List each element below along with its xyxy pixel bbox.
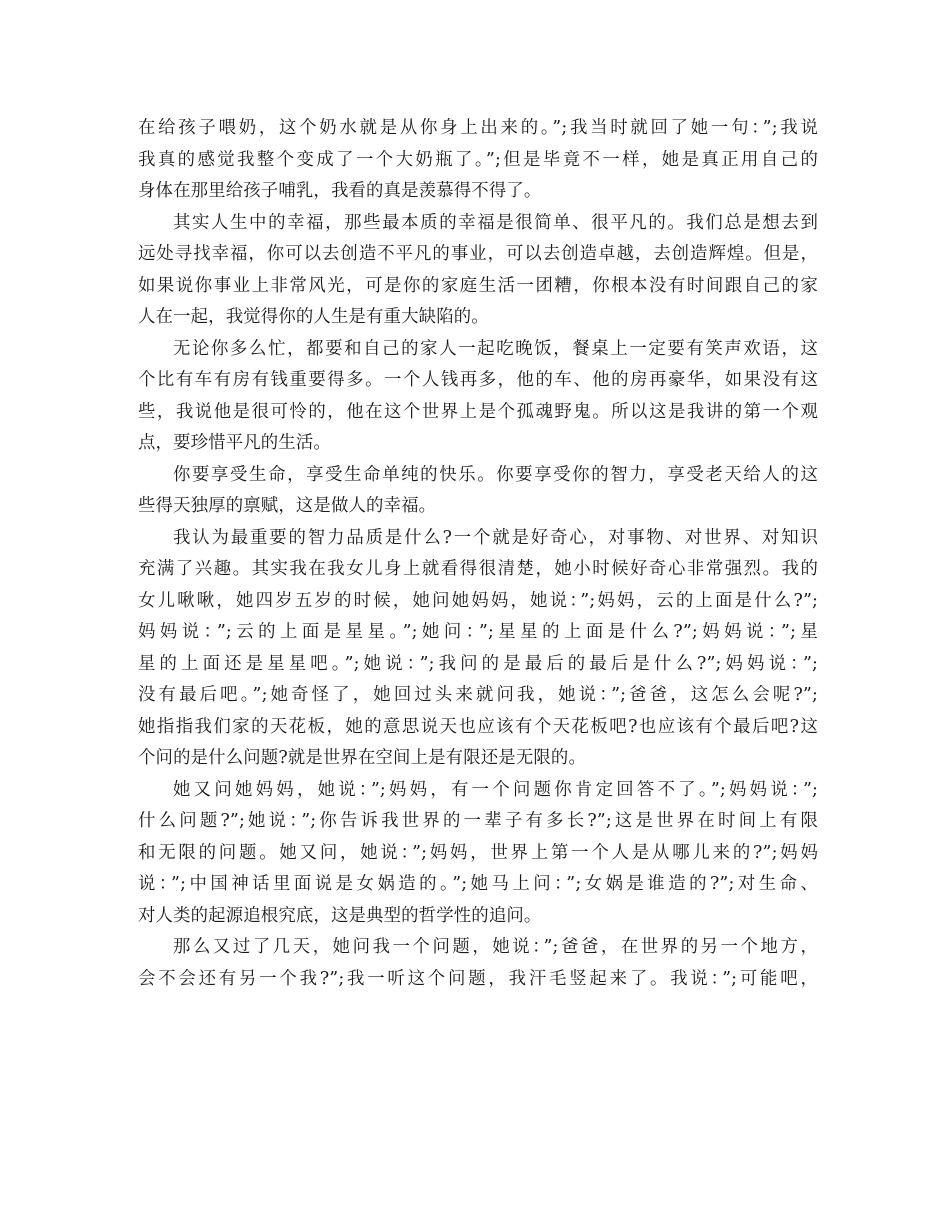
text-line: 星的上面还是星星吧。”;她说：”;我问的是最后的最后是什么?”;妈妈说：”;	[138, 653, 818, 674]
text-line: 她又问她妈妈，她说：”;妈妈，有一个问题你肯定回答不了。”;妈妈说：”;	[173, 779, 818, 800]
text-line: 身体在那里给孩子哺乳，我看的真是羡慕得不得了。	[138, 181, 542, 201]
text-line: 个比有车有房有钱重要得多。一个人钱再多，他的车、他的房再豪华，如果没有这	[138, 370, 818, 390]
text-line: 我认为最重要的智力品质是什么?一个就是好奇心，对事物、对世界、对知识	[173, 527, 818, 548]
text-line: 些得天独厚的禀赋，这是做人的幸福。	[138, 496, 437, 516]
text-line: 什么问题?”;她说：”;你告诉我世界的一辈子有多长?”;这是世界在时间上有限	[138, 811, 818, 831]
text-line: 点，要珍惜平凡的生活。	[138, 433, 331, 453]
text-line: 和无限的问题。她又问，她说：”;妈妈，世界上第一个人是从哪儿来的?”;妈妈	[138, 842, 818, 863]
text-line: 充满了兴趣。其实我在我女儿身上就看得很清楚，她小时候好奇心非常强烈。我的	[138, 559, 818, 579]
text-line: 会不会还有另一个我?”;我一听这个问题，我汗毛竖起来了。我说：”;可能吧，	[138, 968, 818, 989]
text-line: 在给孩子喂奶，这个奶水就是从你身上出来的。”;我当时就回了她一句：”;我说	[138, 118, 818, 138]
text-line: 没有最后吧。”;她奇怪了，她回过头来就问我，她说：”;爸爸，这怎么会呢?”;	[138, 685, 818, 705]
text-line: 其实人生中的幸福，那些最本质的幸福是很简单、很平凡的。我们总是想去到	[173, 212, 818, 233]
text-line: 些，我说他是很可怜的，他在这个世界上是个孤魂野鬼。所以这是我讲的第一个观	[138, 401, 818, 422]
body-text	[138, 113, 818, 995]
text-line: 如果说你事业上非常风光，可是你的家庭生活一团糟，你根本没有时间跟自己的家	[138, 275, 818, 296]
text-line: 对人类的起源追根究底，这是典型的哲学性的追问。	[138, 905, 542, 926]
text-line: 女儿啾啾，她四岁五岁的时候，她问她妈妈，她说：”;妈妈，云的上面是什么?”;	[138, 590, 818, 611]
text-line: 你要享受生命，享受生命单纯的快乐。你要享受你的智力，享受老天给人的这	[173, 464, 818, 485]
text-line: 妈妈说：”;云的上面是星星。”;她问：”;星星的上面是什么?”;妈妈说：”;星	[138, 622, 818, 642]
text-line: 人在一起，我觉得你的人生是有重大缺陷的。	[138, 307, 489, 327]
text-line: 那么又过了几天，她问我一个问题，她说：”;爸爸，在世界的另一个地方，	[173, 937, 818, 957]
text-line: 说：”;中国神话里面说是女娲造的。”;她马上问：”;女娲是谁造的?”;对生命、	[138, 874, 818, 894]
text-line: 她指指我们家的天花板，她的意思说天也应该有个天花板吧?也应该有个最后吧?这	[138, 716, 818, 737]
text-line: 远处寻找幸福，你可以去创造不平凡的事业，可以去创造卓越，去创造辉煌。但是，	[138, 244, 818, 264]
text-line: 个问的是什么问题?就是世界在空间上是有限还是无限的。	[138, 748, 586, 768]
text-line: 我真的感觉我整个变成了一个大奶瓶了。”;但是毕竟不一样，她是真正用自己的	[138, 149, 818, 170]
text-line: 无论你多么忙，都要和自己的家人一起吃晚饭，餐桌上一定要有笑声欢语，这	[173, 338, 818, 359]
